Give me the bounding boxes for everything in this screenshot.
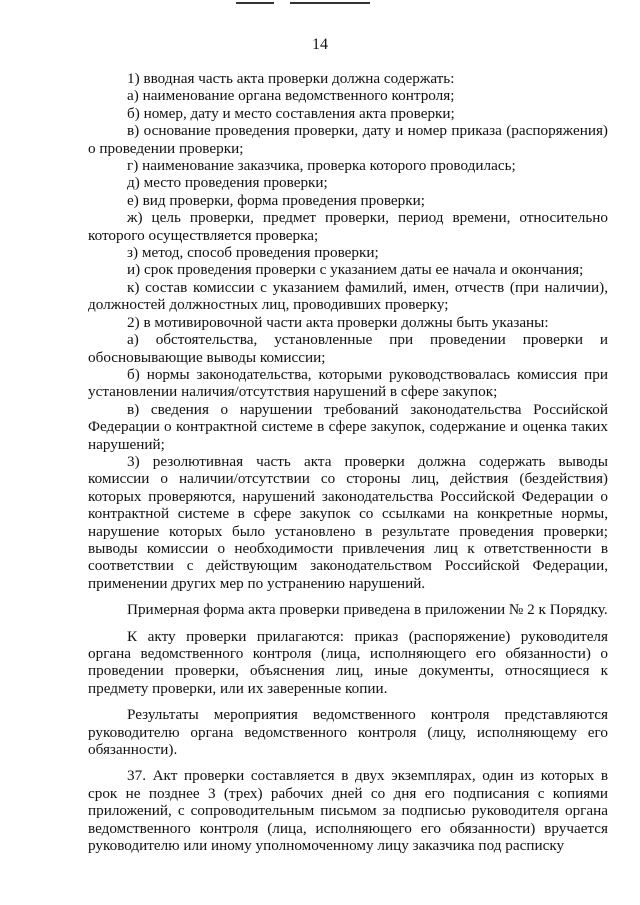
paragraph: е) вид проверки, форма проведения проверки; [127,191,425,209]
paragraph: Результаты мероприятия ведомственного контроля представляются руководителю органа ведомственного контроля (лицу, исполняющему его обязанности). [88,706,608,759]
paragraph: 37. Акт проверки составляется в двух экземплярах, один из которых в срок не позднее 3 (трех) рабочих дней со дня его подписания с копиями приложений, с сопроводительным письмом за подписью руководителя органа ведомственного контроля (лица, исполняющего его обязанности) вручается руководителю или иному уполномоченному лицу заказчика под расписку [88,767,608,855]
paragraph: б) нормы законодательства, которыми руководствовалась комиссия при установлении наличия/отсутствия нарушений в сфере закупок; [88,365,608,401]
paragraph: 2) в мотивировочной части акта проверки должны быть указаны: [127,313,549,331]
page-number: 14 [312,36,328,53]
top-scan-mark [236,2,274,4]
paragraph: д) место проведения проверки; [127,174,328,192]
paragraph: ж) цель проверки, предмет проверки, период времени, относительно которого осуществляется проверка; [88,209,608,244]
paragraph: а) наименование органа ведомственного контроля; [127,87,455,105]
paragraph: к) состав комиссии с указанием фамилий, имен, отчеств (при наличии), должностей должностных лиц, проводивших проверку; [88,278,608,314]
top-scan-mark [290,2,370,4]
paragraph: и) срок проведения проверки с указанием даты ее начала и окончания; [127,261,584,279]
paragraph: 3) резолютивная часть акта проверки должна содержать выводы комиссии о наличии/отсутствии со стороны лиц, действия (бездействия) которых проверяются, нарушений законодательства Российской Федерации о контрактной системе в сфере закупок со ссылками на конкретные нормы, нарушение которых было установлено в результате проведения проверки; выводы комиссии о необходимости привлечения лиц к ответственности в соответствии с действующим законодательством Российской Федерации, применении других мер по устранению нарушений. [88,452,608,592]
paragraph: б) номер, дату и место составления акта проверки; [127,104,455,122]
paragraph: Примерная форма акта проверки приведена в приложении № 2 к Порядку. [127,601,608,619]
paragraph: а) обстоятельства, установленные при проведении проверки и обосновывающие выводы комиссии; [88,331,608,366]
paragraph: з) метод, способ проведения проверки; [127,244,379,262]
paragraph: в) основание проведения проверки, дату и номер приказа (распоряжения) о проведении проверки; [88,122,608,157]
document-body [88,70,608,854]
paragraph: г) наименование заказчика, проверка которого проводилась; [127,157,516,175]
paragraph: К акту проверки прилагаются: приказ (распоряжение) руководителя органа ведомственного контроля (лица, исполняющего его обязанности) о проведении проверки, объяснения лиц, иные документы, относящиеся к предмету проверки, или их заверенные копии. [88,627,608,697]
paragraph: 1) вводная часть акта проверки должна содержать: [127,70,455,87]
paragraph: в) сведения о нарушении требований законодательства Российской Федерации о контрактной системе в сфере закупок, содержание и оценка таких нарушений; [88,400,608,453]
